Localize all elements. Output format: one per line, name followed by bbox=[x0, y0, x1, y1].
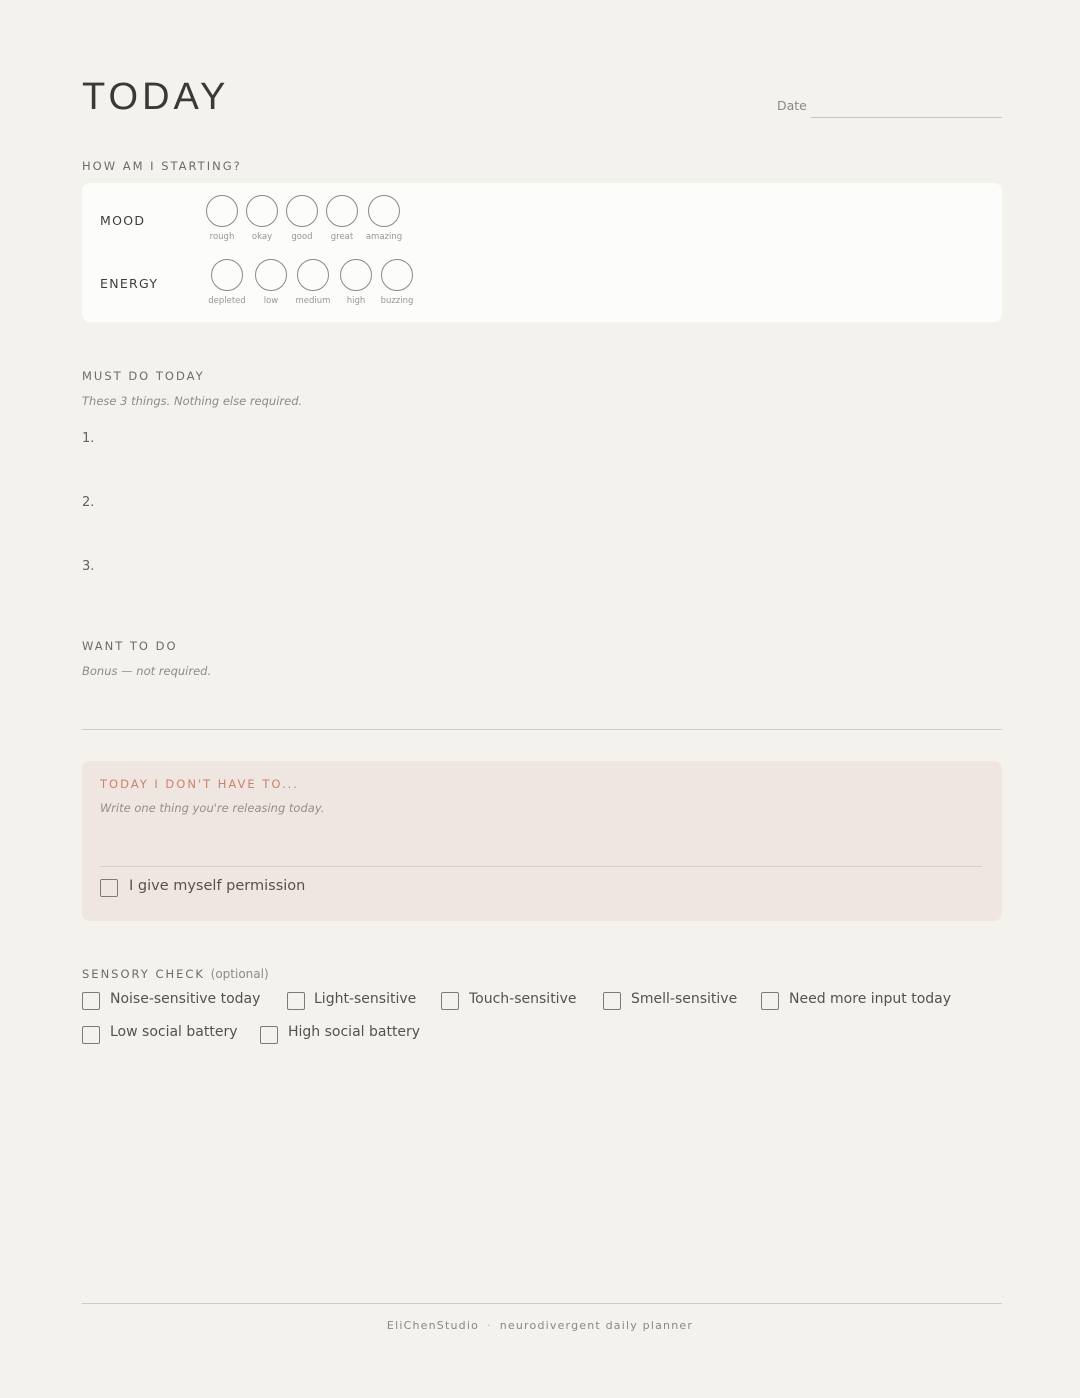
energy-label: ENERGY bbox=[100, 276, 159, 291]
date-input-line[interactable] bbox=[811, 117, 1002, 118]
mood-caption: rough bbox=[209, 232, 235, 242]
starting-card bbox=[82, 183, 1002, 322]
release-write-line[interactable] bbox=[100, 866, 982, 867]
sensory-option-label: Light-sensitive bbox=[314, 991, 417, 1007]
permission-checkbox[interactable] bbox=[100, 879, 118, 897]
mood-option-great[interactable] bbox=[326, 195, 358, 227]
release-subtitle: Write one thing you're releasing today. bbox=[100, 801, 325, 815]
sensory-checkbox-touch[interactable] bbox=[441, 992, 459, 1010]
want-to-do-subtitle: Bonus — not required. bbox=[82, 664, 212, 678]
permission-label: I give myself permission bbox=[129, 878, 306, 894]
divider bbox=[82, 729, 1002, 730]
release-card bbox=[82, 761, 1002, 921]
sensory-checkbox-low-social[interactable] bbox=[82, 1026, 100, 1044]
energy-option-buzzing[interactable] bbox=[381, 259, 413, 291]
mood-option-rough[interactable] bbox=[206, 195, 238, 227]
must-do-subtitle: These 3 things. Nothing else required. bbox=[82, 394, 303, 408]
footer-divider bbox=[82, 1303, 1002, 1304]
sensory-checkbox-more-input[interactable] bbox=[761, 992, 779, 1010]
sensory-option-label: Low social battery bbox=[110, 1024, 238, 1040]
mood-option-amazing[interactable] bbox=[368, 195, 400, 227]
sensory-option-label: Touch-sensitive bbox=[469, 991, 577, 1007]
energy-option-low[interactable] bbox=[255, 259, 287, 291]
sensory-option-label: High social battery bbox=[288, 1024, 421, 1040]
date-field[interactable] bbox=[777, 98, 1002, 118]
energy-caption: high bbox=[346, 296, 366, 306]
must-do-item-number: 2. bbox=[82, 495, 95, 510]
footer-tagline: neurodivergent daily planner bbox=[499, 1319, 694, 1332]
release-heading: TODAY I DON'T HAVE TO... bbox=[100, 777, 299, 791]
mood-caption: great bbox=[330, 232, 354, 242]
energy-caption: medium bbox=[295, 296, 331, 306]
energy-caption: depleted bbox=[208, 296, 246, 306]
mood-label: MOOD bbox=[100, 213, 146, 228]
sensory-checkbox-smell[interactable] bbox=[603, 992, 621, 1010]
sensory-option-label: Smell-sensitive bbox=[631, 991, 738, 1007]
mood-option-okay[interactable] bbox=[246, 195, 278, 227]
date-label: Date bbox=[777, 98, 807, 113]
sensory-checkbox-light[interactable] bbox=[287, 992, 305, 1010]
sensory-heading-text: SENSORY CHECK bbox=[82, 967, 205, 981]
must-do-heading: MUST DO TODAY bbox=[82, 369, 205, 383]
mood-caption: good bbox=[291, 232, 313, 242]
footer-brand: EliChenStudio bbox=[386, 1319, 480, 1332]
mood-caption: amazing bbox=[365, 232, 403, 242]
energy-caption: buzzing bbox=[380, 296, 414, 306]
footer bbox=[0, 1319, 1080, 1332]
energy-option-depleted[interactable] bbox=[211, 259, 243, 291]
energy-option-medium[interactable] bbox=[297, 259, 329, 291]
sensory-option-label: Noise-sensitive today bbox=[110, 991, 261, 1007]
energy-option-high[interactable] bbox=[340, 259, 372, 291]
must-do-item-number: 3. bbox=[82, 559, 95, 574]
footer-separator: · bbox=[487, 1319, 492, 1332]
sensory-checkbox-high-social[interactable] bbox=[260, 1026, 278, 1044]
mood-caption: okay bbox=[251, 232, 273, 242]
sensory-heading bbox=[82, 967, 269, 981]
mood-option-good[interactable] bbox=[286, 195, 318, 227]
want-to-do-heading: WANT TO DO bbox=[82, 639, 178, 653]
page-title: TODAY bbox=[82, 76, 230, 118]
starting-heading: HOW AM I STARTING? bbox=[82, 159, 242, 173]
sensory-option-label: Need more input today bbox=[789, 991, 952, 1007]
must-do-item-number: 1. bbox=[82, 431, 95, 446]
sensory-checkbox-noise[interactable] bbox=[82, 992, 100, 1010]
energy-caption: low bbox=[263, 296, 279, 306]
sensory-optional-note: (optional) bbox=[210, 967, 269, 981]
